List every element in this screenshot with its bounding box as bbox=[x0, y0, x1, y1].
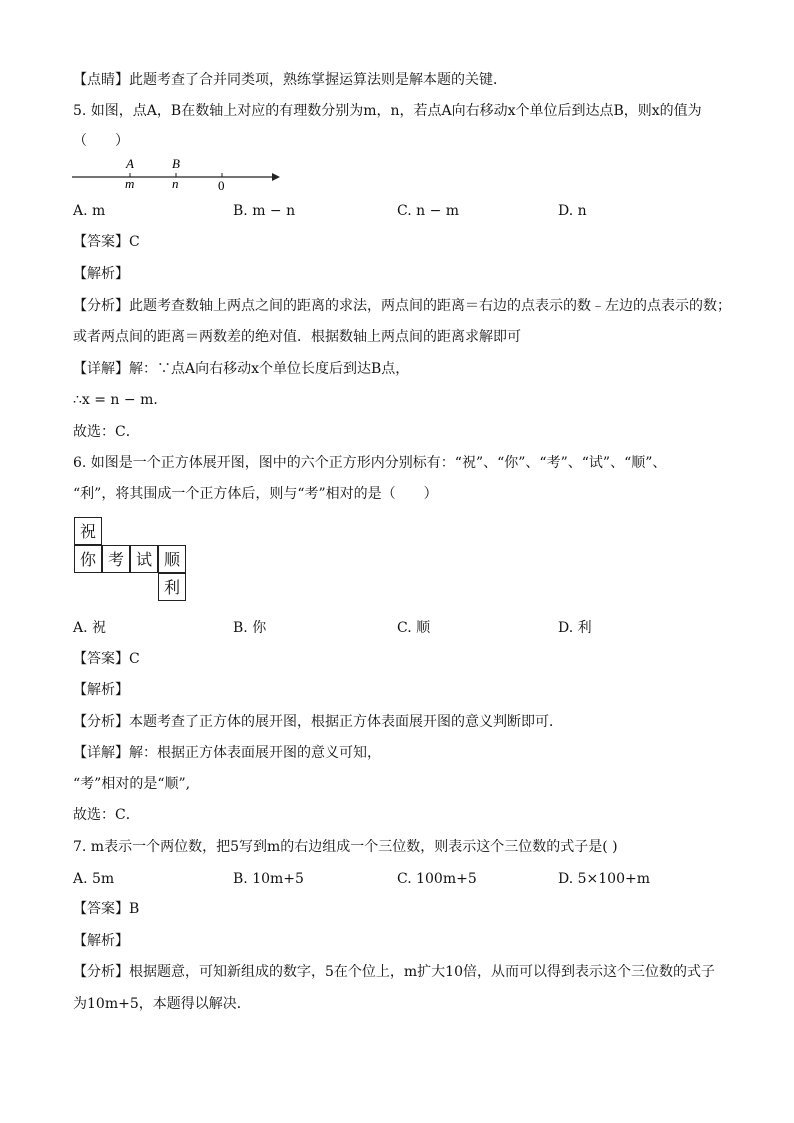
dianjing-line: 【点睛】此题考查了合并同类项，熟练掌握运算法则是解本题的关键． bbox=[73, 72, 507, 88]
net-cell-shun: 顺 bbox=[158, 545, 186, 573]
q6-option-c: C. 顺 bbox=[397, 620, 431, 636]
net-cell-zhu: 祝 bbox=[74, 517, 102, 545]
number-line-arrow bbox=[272, 173, 280, 181]
label-zero: 0 bbox=[218, 178, 225, 193]
q6-option-b: B. 你 bbox=[233, 620, 267, 636]
q6-xiangjie-line2: “考”相对的是“顺”, bbox=[73, 776, 191, 792]
q7-stem: 7. m表示一个两位数，把5写到m的右边组成一个三位数，则表示这个三位数的式子是( ) bbox=[73, 839, 618, 855]
q5-option-d: D. n bbox=[558, 203, 587, 219]
q6-option-a: A. 祝 bbox=[73, 620, 107, 636]
q5-jiexi: 【解析】 bbox=[73, 266, 129, 282]
q6-xiangjie-line1: 【详解】解：根据正方体表面展开图的意义可知， bbox=[73, 745, 381, 761]
q7-jiexi: 【解析】 bbox=[73, 933, 129, 949]
q6-stem-line2: “利”，将其围成一个正方体后，则与“考”相对的是（ ） bbox=[73, 486, 438, 502]
q5-fenxi-line2: 或者两点间的距离＝两数差的绝对值．根据数轴上两点间的距离求解即可 bbox=[73, 329, 521, 345]
q5-option-b: B. m − n bbox=[233, 203, 296, 219]
q6-guxuan: 故选：C． bbox=[73, 807, 140, 823]
q7-option-a: A. 5m bbox=[73, 871, 115, 887]
q7-answer: 【答案】B bbox=[73, 901, 140, 917]
net-cell-ni: 你 bbox=[74, 545, 102, 573]
q6-jiexi: 【解析】 bbox=[73, 682, 129, 698]
q5-guxuan: 故选：C． bbox=[73, 424, 140, 440]
q7-option-d: D. 5×100+m bbox=[558, 871, 650, 887]
q5-answer: 【答案】C bbox=[73, 234, 140, 250]
q5-stem-line2: （ ） bbox=[73, 133, 129, 149]
q6-fenxi: 【分析】本题考查了正方体的展开图，根据正方体表面展开图的意义判断即可． bbox=[73, 714, 563, 730]
q7-fenxi-line1: 【分析】根据题意，可知新组成的数字，5在个位上，m扩大10倍，从而可以得到表示这个三位数的式子 bbox=[73, 964, 715, 980]
q5-xiangjie-line1: 【详解】解：∵点A向右移动x个单位长度后到达B点， bbox=[73, 361, 410, 377]
net-cell-kao: 考 bbox=[102, 545, 130, 573]
q5-option-c: C. n − m bbox=[397, 203, 460, 219]
q5-xiangjie-line2: ∴x = n − m． bbox=[73, 392, 168, 408]
number-line-figure bbox=[72, 155, 282, 195]
q7-fenxi-line2: 为10m+5，本题得以解决． bbox=[73, 996, 251, 1012]
net-cell-li: 利 bbox=[158, 573, 186, 601]
q7-option-b: B. 10m+5 bbox=[233, 871, 304, 887]
label-m: m bbox=[125, 176, 135, 191]
net-cell-shi: 试 bbox=[130, 545, 158, 573]
label-n: n bbox=[172, 176, 179, 191]
label-A: A bbox=[126, 156, 134, 171]
q5-option-a: A. m bbox=[73, 203, 106, 219]
q5-stem-line1: 5. 如图，点A，B在数轴上对应的有理数分别为m，n，若点A向右移动x个单位后到达点B，则x的值为 bbox=[73, 103, 702, 119]
q6-stem-line1: 6. 如图是一个正方体展开图，图中的六个正方形内分别标有：“祝”、“你”、“考”、“试”、“顺”、 bbox=[73, 455, 667, 471]
q6-answer: 【答案】C bbox=[73, 651, 140, 667]
q6-option-d: D. 利 bbox=[558, 620, 592, 636]
q7-option-c: C. 100m+5 bbox=[397, 871, 477, 887]
q5-fenxi-line1: 【分析】此题考查数轴上两点之间的距离的求法，两点间的距离＝右边的点表示的数﹣左边的点表示的数； bbox=[73, 298, 731, 314]
label-B: B bbox=[172, 156, 180, 171]
